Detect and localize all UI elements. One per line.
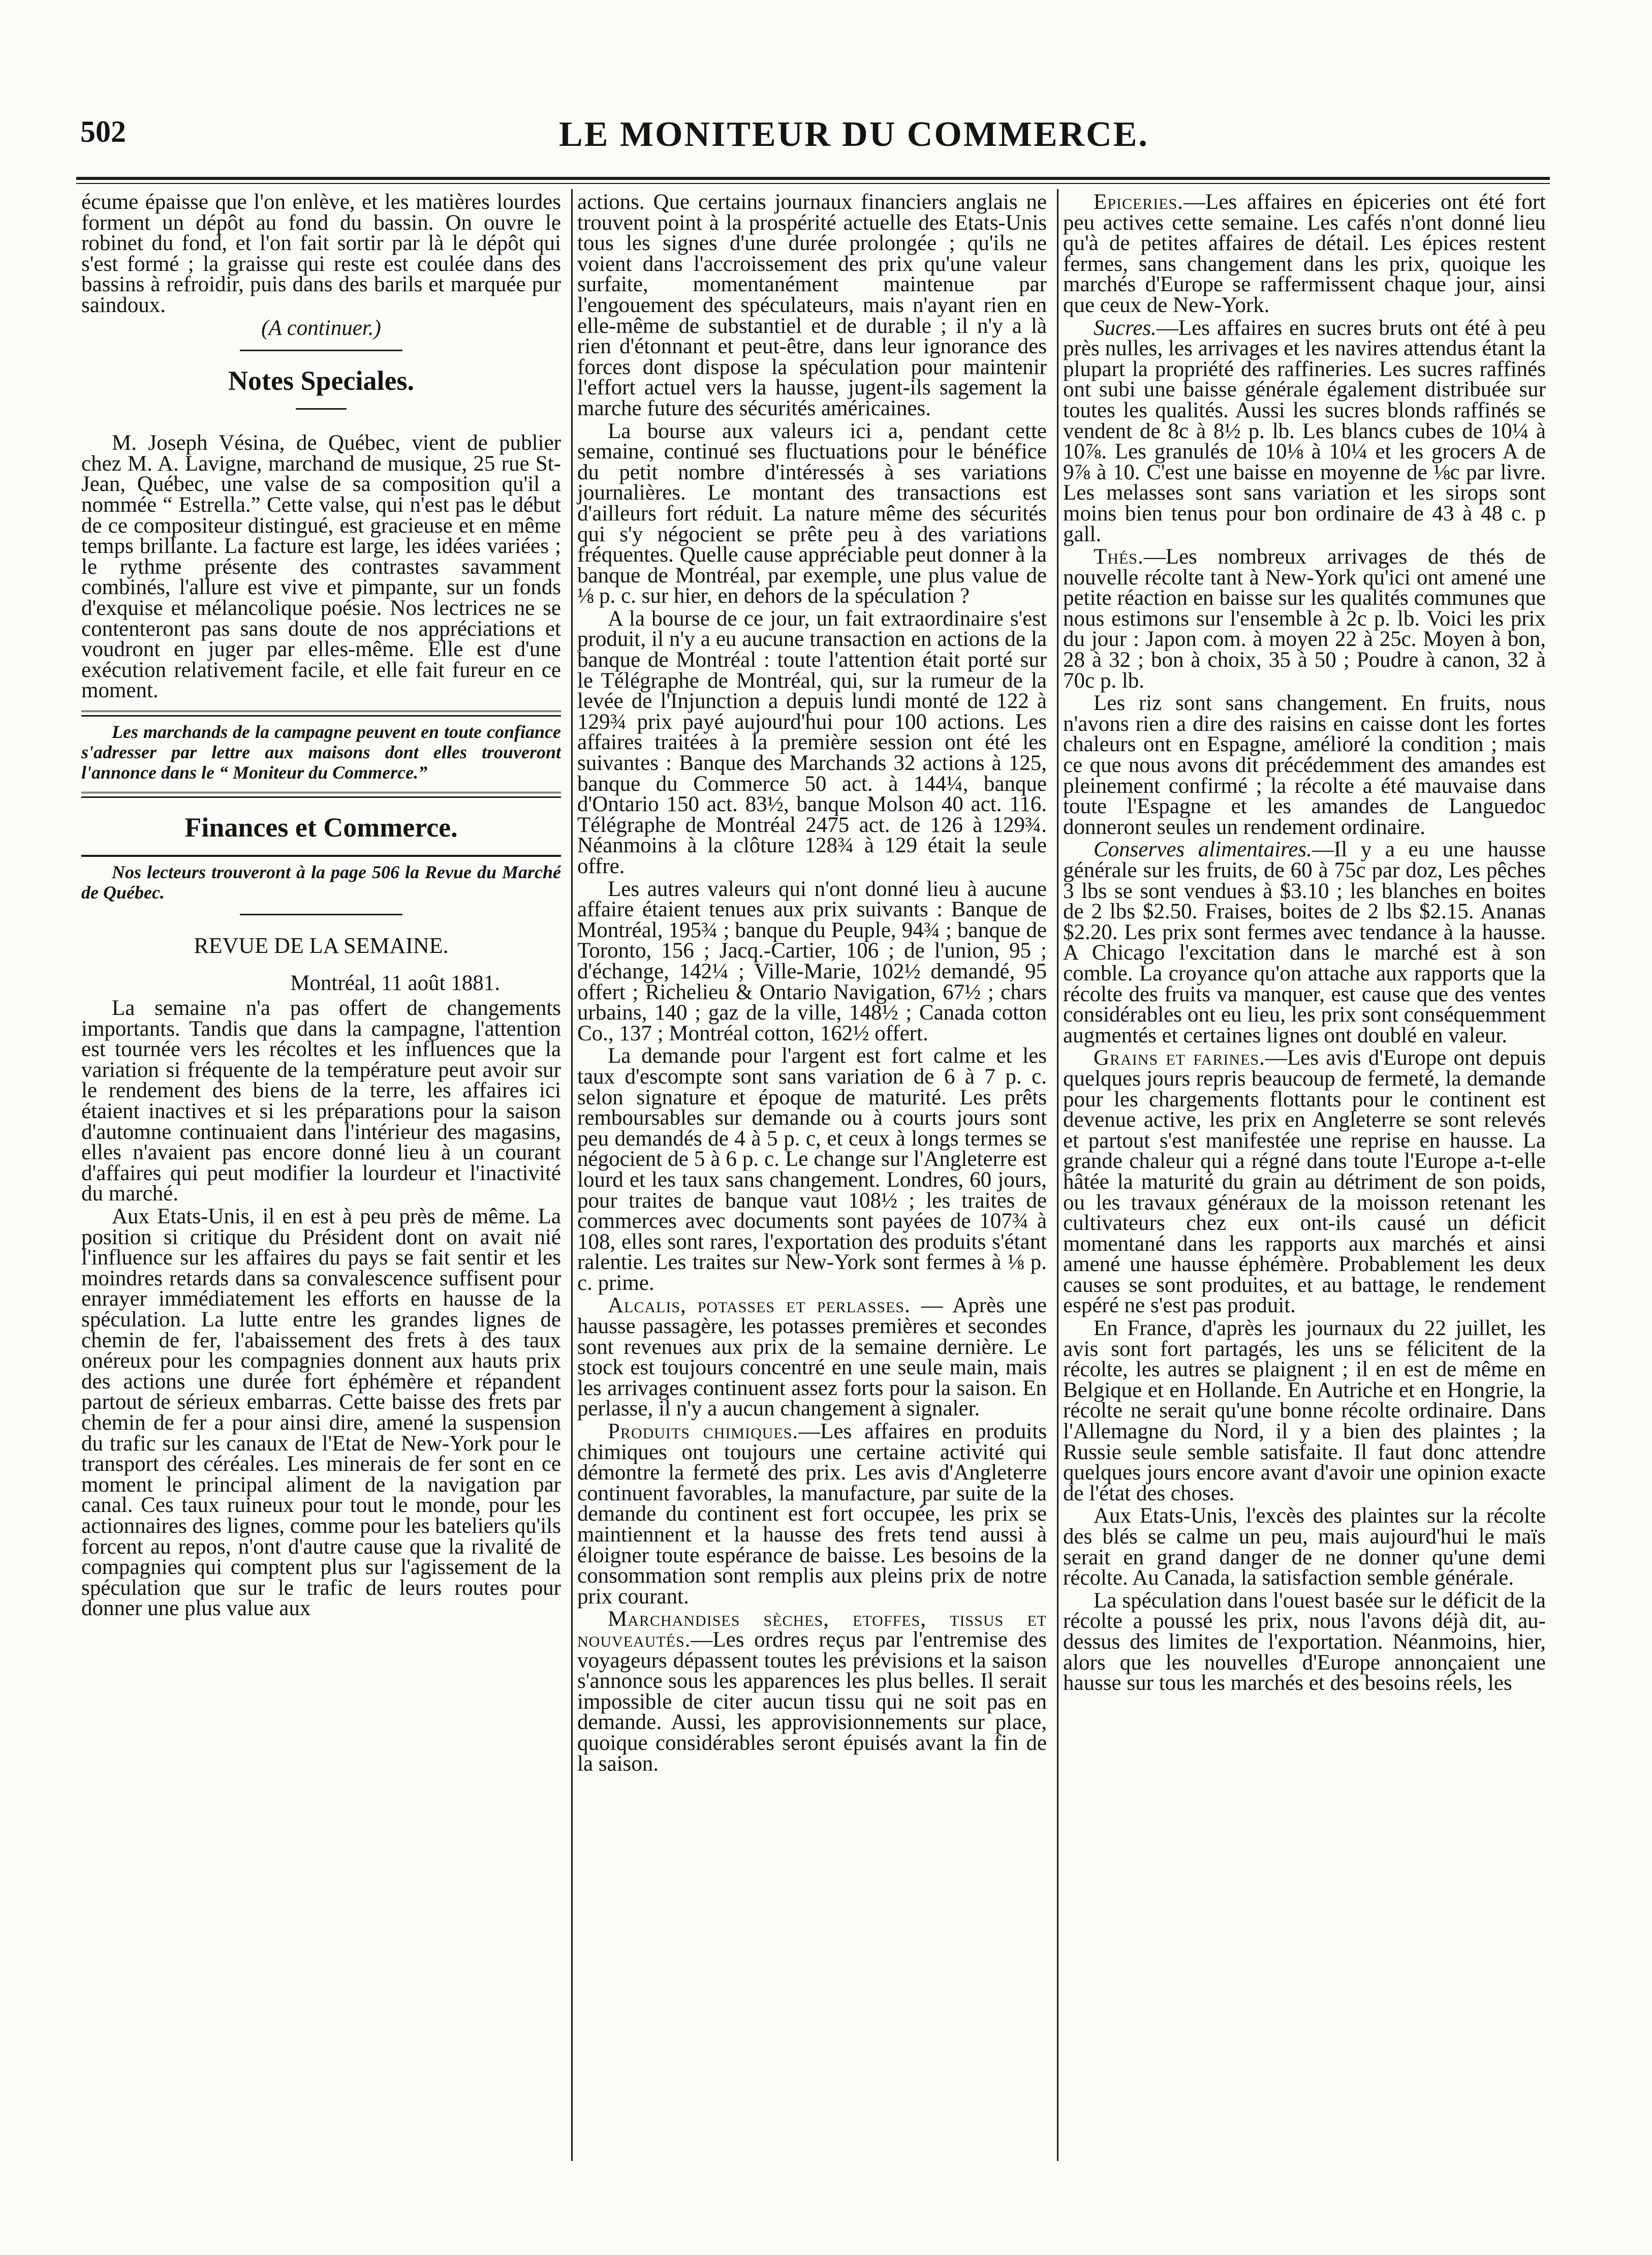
paragraph-aux-etats-unis: Aux Etats-Unis, l'excès des plaintes sur la récolte des blés se calme un peu, mais aujourd'hui le maïs serait en grand danger de ne donner qu'une demi récolte. Au Canada, la satisfaction semble générale. bbox=[1063, 1504, 1546, 1590]
revue-heading: REVUE DE LA SEMAINE. bbox=[194, 933, 449, 958]
paragraph-bourse: La bourse aux valeurs ici a, pendant cette semaine, continué ses fluctuations pour le bénéfice du petit nombre d'intéressés à ses variations journalières. Le montant des transactions est d'ailleurs fort réduit. La nature même des sécurités qui s'y négocient se prête peu à des variations fréquentes. Quelle cause appréciable peut donner à la banque de Montréal, par exemple, une plus value de ⅛ p. c. sur hier, en dehors de la spéculation ? bbox=[577, 419, 1047, 608]
heading-rule bbox=[296, 408, 347, 410]
alcalis-heading: Alcalis, potasses et perlasses. bbox=[608, 1293, 911, 1318]
paragraph-france: En France, d'après les journaux du 22 juillet, les avis sont fort partagés, les uns se félicitent de la récolte, les autres se plaignent ; il en est de même en Belgique et en Hollande. En Autriche et en Hongrie, la récolte ne serait qu'une bonne récolte ordinaire. Dans l'Allemagne du Nord, il y a bien des plaintes ; la Russie seule semble satisfaite. Il faut donc attendre quelques jours encore avant d'avoir une opinion exacte de l'état des choses. bbox=[1063, 1316, 1546, 1505]
paragraph-grains bbox=[1063, 1048, 1546, 1316]
paragraph-riz: Les riz sont sans changement. En fruits, nous n'avons rien a dire des raisins en caisse dont les fortes chaleurs ont en Espagne, amélioré la condition ; mais ce que nous avons dit précédemment des amandes est pleinement confirmé ; la récolte a été mauvaise dans toute l'Espagne et les amandes de Languedoc donneront seules un rendement ordinaire. bbox=[1063, 691, 1546, 839]
grains-heading: Grains et farines. bbox=[1094, 1046, 1265, 1070]
paragraph-alcalis bbox=[577, 1295, 1047, 1419]
paragraph-marchandises bbox=[577, 1609, 1047, 1774]
paragraph-actions: actions. Que certains journaux financiers anglais ne trouvent point à la prospérité actuelle des Etats-Unis tous les signes d'une durée prolongée ; qu'ils ne voient dans l'accroissement des prix qu'une valeur surfaite, momentanément maintenue par l'engouement des spéculateurs, mais n'ayant rien en elle-même de substantiel et de durable ; il n'y a là rien d'étonnant et peut-être, dans leur ignorance des forces dont dispose la spéculation pour maintenir l'effort actuel vers la hausse, jugent-ils sagement la marche future des sécurités américaines. bbox=[577, 192, 1047, 420]
notice-rule-bottom bbox=[81, 792, 561, 798]
section-rule bbox=[240, 914, 402, 915]
column-1 bbox=[81, 192, 561, 2154]
paragraph-speculation: La spéculation dans l'ouest basée sur le déficit de la récolte a poussé les prix, nous l'avons déjà dit, au-dessus des limites de l'exportation. Néanmoins, hier, alors que les nouvelles d'Europe annonçaient une hausse sur tous les marchés et des besoins réels, les bbox=[1063, 1588, 1546, 1695]
conserves-text: —Il y a eu une hausse générale sur les fruits, de 60 à 75c par doz, Les pêches 3 lbs se sont vendues à $3.10 ; les blanches en boites de 2 lbs $2.50. Fraises, boites de 2 lbs $2.15. Ananas $2.20. Les prix sont fermes avec tendance à la hausse. A Chicago l'excitation dans le marché est à son comble. La croyance qu'on attache aux rapports que la récolte des fruits va manquer, est cause que des ventes considérables ont eu lieu, les prix sont conséquemment augmentés et certaines lignes ont doublé en valeur. bbox=[1063, 838, 1546, 1047]
column-divider-2 bbox=[1057, 189, 1058, 2161]
produits-text: —Les affaires en produits chimiques ont toujours une certaine activité qui démontre la fermeté des prix. Les avis d'Angleterre continuent favorables, la manufacture, par suite de la demande du continent est fort occupée, les prix se maintiennent et la hausse des frets tend aussi à éloigner toute espérance de baisse. Les besoins de la consommation sont remplis aux pleins prix de notre prix courant. bbox=[577, 1419, 1047, 1609]
sucres-heading: Sucres. bbox=[1094, 316, 1157, 340]
paragraph-valeurs: Les autres valeurs qui n'ont donné lieu à aucune affaire étaient tenues aux prix suivants : Banque de Montréal, 195¾ ; banque du Peuple, 94¾ ; banque de Toronto, 156 ; Jacq.-Cartier, 106 ; de l'union, 95 ; d'échange, 142¼ ; Ville-Marie, 102½ demandé, 95 offert ; Richelieu & Ontario Navigation, 67½ ; chars urbains, 140 ; gaz de la ville, 148½ ; Canada cotton Co., 137 ; Montréal cotton, 162½ offert. bbox=[577, 877, 1047, 1045]
finances-commerce-heading: Finances et Commerce. bbox=[184, 812, 458, 843]
masthead-title: LE MONITEUR DU COMMERCE. bbox=[559, 115, 1149, 154]
continuation-note: (A continuer.) bbox=[261, 316, 381, 340]
alcalis-text: — Après une hausse passagère, les potasses premières et secondes sont revenues aux prix de la semaine dernière. Le stock est toujours concentré en une seule main, mais les arrivages continuent assez forts pour la saison. En perlasse, il n'y a aucun changement à signaler. bbox=[577, 1293, 1047, 1421]
paragraph-conserves bbox=[1063, 840, 1546, 1046]
paragraph-bourse-jour: A la bourse de ce jour, un fait extraordinaire s'est produit, il n'y a eu aucune transaction en actions de la banque de Montréal : toute l'attention était porté sur le Télégraphe de Montréal, qui, sur la rumeur de la levée de l'Injunction a depuis lundi monté de 122 à 129¾ prix payé aujourd'hui pour 100 actions. Les affaires traitées à la première session ont été les suivantes : Banque des Marchands 32 actions à 125, banque du Commerce 50 act. à 144¼, banque d'Ontario 150 act. 83½, banque Molson 40 act. 116. Télégraphe de Montréal 2475 act. de 126 à 129¾. Néanmoins à la clôture 128¾ à 129 était la seule offre. bbox=[577, 606, 1047, 878]
header-rule bbox=[76, 177, 1550, 180]
page-number: 502 bbox=[80, 115, 126, 148]
sucres-text: —Les affaires en sucres bruts ont été à peu près nulles, les arrivages et les navires attendus étant la plupart la propriété des raffineries. Les sucres raffinés ont subi une baisse générale également distribuée sur toutes les qualités. Aussi les sucres blonds raffinés se vendent de 8c à 8½ p. lb. Les blancs cubes de 10¼ à 10⅞. Les granulés de 10⅛ à 10¼ et les grocers A de 9⅞ à 10. C'est une baisse en moyenne de ⅛c par livre. Les melasses sont sans variation et les sirops sont moins bien tenus pour bon ordinaire de 43 à 48 c. p gall. bbox=[1063, 316, 1546, 546]
dateline: Montréal, 11 août 1881. bbox=[290, 971, 500, 996]
grains-text: —Les avis d'Europe ont depuis quelques jours repris beaucoup de fermeté, la demande pour les chargements flottants pour le continent est devenue active, les prix en Angleterre se sont relevés et partout s'est manifestée une reprise en hausse. La grande chaleur qui a régné dans toute l'Europe a-t-elle hâtée la maturité du grain au détriment de son poids, ou les travaux généraux de la moisson retenant les cultivateurs chez eux ont-ils causé un déficit momentané dans les rapports aux marchés et ainsi amené une hausse éphémère. Probablement les deux causes se sont produites, et au battage, le rendement espéré ne s'est pas produit. bbox=[1063, 1046, 1546, 1318]
paragraph-etats-unis: Aux Etats-Unis, il en est à peu près de même. La position si critique du Président dont on avait nié l'influence sur les affaires du pays se fait sentir et les moindres retards dans sa convalescence suffisent pour enrayer immédiatement les efforts en hausse de la spéculation. La lutte entre les grandes lignes de chemin de fer, l'abaissement des frets à des taux onéreux pour les compagnies donnent aux hauts prix des actions une durée fort éphémère et répandent partout de sérieux embarras. Cette baisse des frets par chemin de fer a pour ainsi dire, amené la suspension du trafic sur les canaux de l'Etat de New-York pour le transport des céréales. Les minerais de fer sont en ce moment le principal aliment de la navigation par canal. Ces taux ruineux pour tout le monde, pour les actionnaires des lignes, comme pour les bateliers qu'ils forcent au repos, n'ont d'autre cause que la rivalité de compagnies qui comptent plus sur l'agissement de la spéculation que sur le trafic de leurs routes pour donner une plus value aux bbox=[81, 1204, 561, 1621]
column-2 bbox=[571, 192, 1047, 2154]
paragraph-epiceries bbox=[1063, 192, 1546, 316]
conserves-heading: Conserves alimentaires. bbox=[1094, 838, 1312, 862]
paragraph-saindoux: écume épaisse que l'on enlève, et les matières lourdes forment un dépôt au fond du bassin. On ouvre le robinet du fond, et l'on fait sortir par là le dépôt qui s'est formé ; la graisse qui reste est coulée dans des bassins à refroidir, puis dans des barils et marquée pur saindoux. bbox=[81, 192, 561, 317]
produits-heading: Produits chimiques. bbox=[608, 1419, 799, 1444]
epiceries-heading: Epiceries. bbox=[1094, 192, 1184, 214]
paragraph-vesina: M. Joseph Vésina, de Québec, vient de publier chez M. A. Lavigne, marchand de musique, 25 rue St-Jean, Québec, une valse de sa composition qu'il a nommée “ Estrella.” Cette valse, qui n'est pas le début de ce compositeur distingué, est gracieuse et en même temps brillante. La facture est large, les idées variées ; le rythme présente des contrastes savamment combinés, l'allure est vive et pimpante, sur un fonds d'exquise et mélancolique poésie. Nos lectrices ne se contenteront pas sans doute de nos appréciations et voudront en juger par elles-même. Elle est d'une exécution relativement facile, et elle fait fureur en ce moment. bbox=[81, 431, 561, 703]
paragraph-sucres bbox=[1063, 318, 1546, 545]
notice-quebec: Nos lecteurs trouveront à la page 506 la Revue du Marché de Québec. bbox=[81, 861, 561, 903]
paragraph-argent: La demande pour l'argent est fort calme et les taux d'escompte sont sans variation de 6 à 7 p. c. selon signature et époque de maturité. Les prêts remboursables sur demande ou à courts jours sont peu demandés de 4 à 5 p. c, et ceux à longs termes se négocient de 5 à 6 p. c. Le change sur l'Angleterre est lourd et les taux sans changement. Londres, 60 jours, pour traites de banque vaut 108½ ; les traites de commerces avec documents sont payées de 107¾ à 108, elles sont rares, l'exportation des produits s'étant ralentie. Les traites sur New-York sont fermes à ⅛ p. c. prime. bbox=[577, 1044, 1047, 1295]
paragraph-thes bbox=[1063, 547, 1546, 691]
thes-text: —Les nombreux arrivages de thés de nouvelle récolte tant à New-York qu'ici ont amené une petite réaction en baisse sur les qualités communes que nous estimons sur l'ensemble à 2c p. lb. Voici les prix du jour : Japon com. à moyen 22 à 25c. Moyen à bon, 28 à 32 ; bon à choix, 35 à 50 ; Poudre à canon, 32 à 70c p. lb. bbox=[1063, 545, 1546, 693]
paragraph-produits bbox=[577, 1419, 1047, 1609]
notice-campagne: Les marchands de la campagne peuvent en toute confiance s'adresser par lettre aux maisons dont elles trouveront l'annonce dans le “ Moniteur du Commerce.” bbox=[81, 721, 561, 783]
thes-heading: Thés. bbox=[1094, 545, 1144, 569]
marchandises-text: —Les ordres reçus par l'entremise des voyageurs dépassent toutes les prévisions et la saison s'annonce sous les apparences les plus belles. Il serait impossible de citer aucun tissu qui ne soit pas en demande. Aussi, les approvisionnements sur place, quoique considérables seront épuisés avant la fin de la saison. bbox=[577, 1627, 1047, 1776]
epiceries-text: —Les affaires en épiceries ont été fort peu actives cette semaine. Les cafés n'ont donné lieu qu'à de petites affaires de détail. Les épices restent fermes, sans changement dans les prix, quoique les marchés d'Europe se raffermissent chaque jour, ainsi que ceux de New-York. bbox=[1063, 192, 1546, 317]
paragraph-semaine: La semaine n'a pas offert de changements importants. Tandis que dans la campagne, l'attention est tournée vers les récoltes et les influences que la variation si fréquente de la température peut avoir sur le rendement des biens de la terre, les affaires ici étaient inactives et si les préparations pour la saison d'automne continuaient dans l'intérieur des magasins, elles n'avaient pas encore donné lieu à un courant d'affaires qui peut modifier la lourdeur et l'inactivité du marché. bbox=[81, 996, 561, 1206]
column-3 bbox=[1063, 192, 1546, 2154]
marchandises-heading: Marchandises sèches, etoffes, tissus et nouveautés. bbox=[577, 1607, 1047, 1652]
heading-rule bbox=[81, 855, 561, 857]
section-rule bbox=[240, 350, 402, 351]
header-rule-thin bbox=[76, 183, 1550, 184]
notice-rule-top bbox=[81, 711, 561, 717]
notes-speciales-heading: Notes Speciales. bbox=[228, 365, 414, 396]
